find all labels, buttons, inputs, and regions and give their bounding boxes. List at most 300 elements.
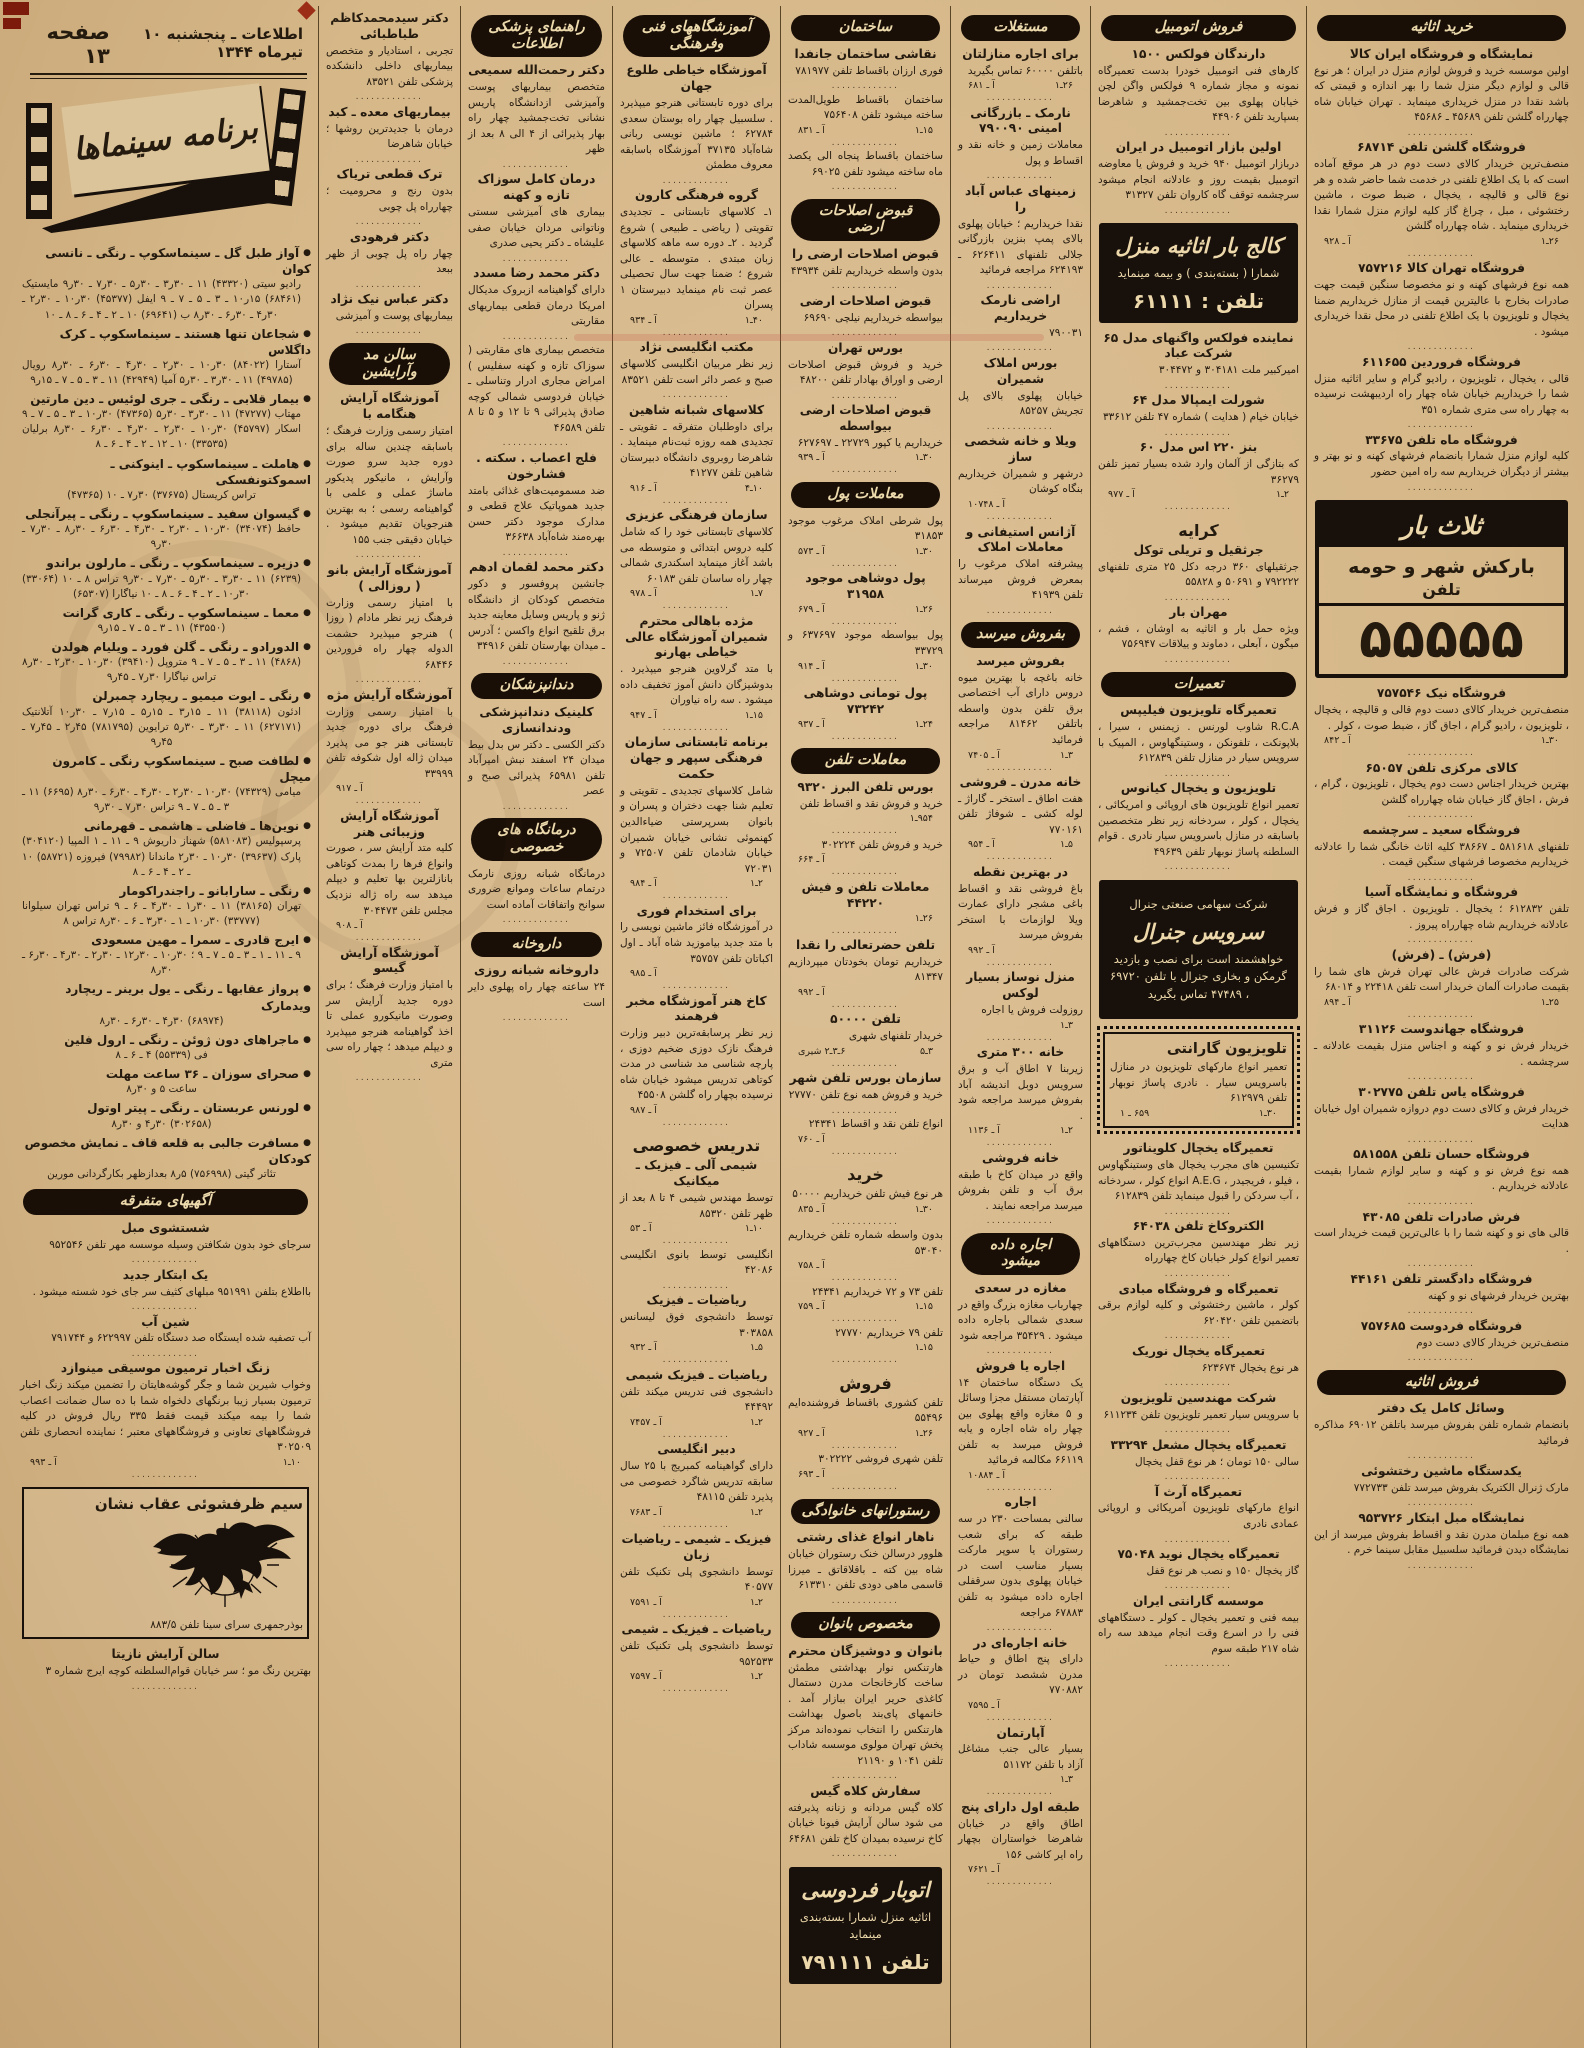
classified-ad — [620, 1368, 773, 1428]
ad-ref-num: ۲۶ـ۱ — [914, 1427, 933, 1439]
ad-ref — [788, 812, 943, 824]
ad-ref-num: ۱۵ـ۱ — [914, 124, 933, 136]
separator-dots: ............. — [1164, 1425, 1233, 1436]
ad-body: منصف‌ترین خریدار کالای دست دوم قالی و قالیچه ، یخچال ، تلویزیون ، رادیو گرام ، اجاق گاز ، ضبط صوت ، کولر . — [1314, 703, 1569, 732]
classified-ad — [958, 184, 1083, 279]
classified-ad — [788, 880, 943, 924]
ad-ref-code: آ ـ ۷۵۹۱ — [630, 1596, 662, 1608]
ad-title: دکتر رحمت‌الله سمیعی — [468, 63, 605, 78]
classified-ad — [468, 172, 605, 251]
ad-ref-code: آ ـ ۹۹۲ — [968, 944, 995, 956]
ad-ref — [788, 718, 943, 730]
separator-dots: ............. — [1407, 810, 1476, 821]
separator-dots: ............. — [1407, 1560, 1476, 1571]
ad-title: بیماریهای معده ـ کبد — [328, 104, 451, 119]
page-number: صفحه ۱۳ — [46, 20, 110, 68]
ad-title: قبوض اصلاحات ارضی — [799, 293, 932, 308]
separator-dots: ............. — [831, 558, 900, 569]
separator-dots: ............. — [1164, 380, 1233, 391]
classified-ad — [620, 1532, 773, 1608]
separator-dots: ............. — [1164, 1581, 1233, 1592]
classified-ad — [326, 11, 453, 90]
separator-dots: ............. — [831, 999, 900, 1010]
movie-title: ●رنگی ـ سارابانو ـ راجندراکومار — [119, 883, 311, 898]
separator-dots: ............. — [662, 1355, 731, 1366]
ad-title: تعمیرگاه یخچال نوید ۷۵۰۴۸ — [1117, 1547, 1280, 1562]
ad-ref-num: ۳ـ۵ — [919, 1045, 933, 1057]
classified-ad — [958, 1495, 1083, 1621]
box-title: ثلاث بار — [1319, 504, 1564, 547]
ad-title: فروشگاه فروردین ۶۱۱۶۵۵ — [1361, 354, 1522, 369]
classified-ad — [788, 1784, 943, 1847]
bullet-icon: ● — [303, 607, 311, 618]
ad-title: فروشگاه نیک ۷۵۷۵۴۶ — [1376, 686, 1507, 701]
ad-body: شرکت صادرات فرش عالی تهران فرش های شما را بقیمت صادرات آلمان خریدار است تلفن ۲۲۴۱۸ و ۶۸۰۱۴ — [1314, 965, 1569, 994]
column-amouzeshgah — [612, 6, 780, 2048]
ad-ref-code: آ ـ ۹۷۷ — [1108, 489, 1135, 501]
classified-ad — [326, 105, 453, 153]
cinema-listing — [20, 245, 311, 323]
cinema-listing — [20, 1066, 311, 1097]
ad-title: برای استخدام فوری — [636, 903, 757, 918]
separator-dots: ............. — [355, 217, 424, 228]
ad-title: آپارتمان — [996, 1725, 1045, 1740]
separator-dots: ............. — [831, 1058, 900, 1069]
ad-ref — [958, 1124, 1083, 1136]
separator-dots: ............. — [1407, 872, 1476, 883]
ad-body: جرثقیلهای ۳۶۰ درجه دکل ۲۵ متری تلفنهای ۷۹۲۲۲۲ و ۵۰۶۹۱ و ۵۵۸۲۸ — [1098, 560, 1299, 589]
classified-ad — [1314, 47, 1569, 126]
ad-title: فروشگاه ماه تلفن ۳۳۶۷۵ — [1365, 432, 1518, 447]
classified-ad — [1314, 261, 1569, 340]
classified-ad — [326, 292, 453, 324]
classified-ad — [788, 1228, 943, 1271]
ad-ref — [326, 782, 453, 794]
ad-title: فروشگاه دادگستر تلفن ۴۴۱۶۱ — [1350, 1271, 1533, 1286]
classified-ad — [1098, 1485, 1299, 1533]
ad-ref-num: ۱۵ـ۱ — [744, 709, 763, 721]
ad-ref-num: ۱۵ـ۱ — [914, 1301, 933, 1313]
movie-title: ●مسافرت جالبی به قلعه قاف ـ نمایش مخصوص کودکان — [24, 1135, 311, 1166]
separator-dots: ............. — [502, 1013, 571, 1024]
ad-ref — [620, 314, 773, 326]
ad-title: آموزشگاه آرایش بانو ( روزالی ) — [327, 562, 452, 593]
ad-ref-num: ۳ـ۱ — [1059, 1019, 1073, 1031]
classified-ad — [958, 865, 1083, 956]
section-header: فروش اثاثیه — [1317, 1370, 1566, 1396]
classified-ad — [620, 340, 773, 388]
ad-body: گاز یخچال ۱۵۰ و نصب هر نوع قفل — [1146, 1564, 1299, 1577]
ad-body: برای داوطلبان متفرقه ـ تقویتی ـ تجدیدی همه روزه ثبت‌نام مینماید . شاهرضا روبروی دانشگاه دبیرستان شاهین تلفن ۴۱۲۷۷ — [620, 420, 773, 480]
classified-ad — [468, 560, 605, 655]
classified-ad — [1314, 686, 1569, 746]
ad-body: زیر نظر مربیان انگلیسی کلاسهای صبح و عصر دائر است تلفن ۸۳۵۲۱ — [620, 358, 773, 386]
ad-ref-code: آ ـ ۹۹۳ — [30, 1456, 57, 1468]
ad-body: ویژه حمل بار و اثاثیه به اوشان ، فشم ، میگون ، آبعلی ، دماوند و ییلاقات ۷۵۶۹۴۷ — [1098, 622, 1299, 651]
ad-ref-code: آ ـ ۹۳۴ — [630, 314, 657, 326]
cinema-listing — [20, 883, 311, 929]
separator-dots: ............. — [355, 550, 424, 561]
box-line: شمارا ( بسته‌بندی ) و بیمه مینماید — [1117, 266, 1280, 281]
classified-ad — [620, 735, 773, 889]
classified-ad — [788, 628, 943, 671]
bullet-icon: ● — [303, 328, 311, 339]
classified-ad — [1314, 1210, 1569, 1258]
subsection-title: فروش — [839, 1373, 892, 1393]
ad-body: بیماریهای پوست و آمیزشی — [335, 309, 453, 322]
subsection-title: کرایه — [1178, 520, 1219, 540]
ad-ref-code: آ ـ ۸۳۱ — [798, 124, 825, 136]
section-header: آموزشگاههای فنی وفرهنگی — [623, 15, 770, 57]
classified-ad — [620, 508, 773, 599]
classified-ad — [788, 149, 943, 180]
separator-dots: ............. — [502, 801, 571, 812]
separator-dots: ............. — [1164, 1472, 1233, 1483]
movie-title: ●ماجراهای دون ژوئن ـ رنگی ـ ارول فلین — [64, 1032, 311, 1047]
classified-ad — [1314, 823, 1569, 871]
movie-title: ●لطافت صبح ـ سینماسکوپ رنگی ـ کامرون میچل — [52, 753, 311, 784]
separator-dots: ............. — [831, 1355, 900, 1366]
ad-title: در بهترین نقطه — [972, 864, 1069, 879]
ad-body: کلاسهای تابستانی خود را که شامل کلیه دروس ابتدائی و متوسطه می باشد آغاز مینماید اسکندری شمالی چهار راه ساسان تلفن ۶۰۱۸۳ — [620, 526, 773, 585]
corner-mark — [3, 2, 29, 15]
separator-dots: ............. — [1407, 935, 1476, 946]
separator-dots: ............. — [986, 280, 1055, 291]
ad-body: با متد گرلاوین هنرجو میپذیرد . بدوشیزگان دانش آموز تخفیف داده میشود . سه راه نیاوران — [620, 663, 773, 707]
separator-dots: ............. — [831, 925, 900, 936]
ad-body: روزولت فروش یا اجاره — [981, 1004, 1083, 1017]
ad-title: تعمیرگاه تلویزیون فیلیپس — [1120, 703, 1277, 718]
ad-title: دکتر محمد رضا مسدد — [473, 266, 600, 281]
ad-ref-num: ۵ـ۱ — [749, 1342, 763, 1354]
ad-title: کلینیک دندانپزشکی ودندانسازی — [479, 704, 594, 735]
classified-ad — [788, 1396, 943, 1439]
ad-ref-num: ۲۶ـ۱ — [914, 603, 933, 615]
ad-ref — [1314, 235, 1569, 247]
separator-dots: ............. — [1407, 248, 1476, 259]
ad-title: کاخ هنر آموزشگاه مخبر فرهمند — [626, 993, 767, 1024]
classified-ad — [1314, 355, 1569, 418]
ad-ref-code: آ ـ ۹۲۸ — [1324, 235, 1351, 247]
classified-ad — [1314, 1401, 1569, 1449]
separator-dots: ............. — [662, 1684, 731, 1695]
featured-ad-box — [1315, 500, 1568, 678]
separator-dots: ............. — [1164, 1331, 1233, 1342]
classified-ad — [1314, 1147, 1569, 1195]
separator-dots: ............. — [831, 1216, 900, 1227]
classified-ad — [788, 938, 943, 998]
classified-ad — [468, 705, 605, 800]
ad-title: آموزشگاه آرایش گیسو — [340, 945, 439, 976]
separator-dots: ............. — [831, 182, 900, 193]
classified-ad — [958, 775, 1083, 850]
classified-ad — [1314, 1022, 1569, 1070]
ad-title: فروشگاه یاس تلفن ۳۰۲۷۷۵ — [1358, 1084, 1525, 1099]
ad-body: بدون رنج و محرومیت ؛ چهارراه پل چوبی — [326, 185, 453, 213]
ad-ref-code: آ ـ ۹۹۲ — [798, 986, 825, 998]
cinema-listing — [20, 326, 311, 389]
ad-body: وخواب شیرین شما و جگر گوشه‌هایتان را تضمین میکند زنگ اخبار ترمیون بسیار زیبا برنگهای دلخواه شما با ده سال ضمانت اعصاب شما را بیمه میکند قیمت فقط ۳۳۵ ریال فروش در کلیه فروشگاههای تعاونی و فروشگاههای معتبر ؛ نماینده انحصاری تلفن ۳۰۲۵۰۹ — [20, 1379, 311, 1454]
separator-dots: ............. — [1407, 342, 1476, 353]
separator-dots: ............. — [986, 605, 1055, 616]
ad-ref — [788, 1133, 943, 1145]
ad-title: معاملات تلفن و فیش ۴۴۲۲۰ — [801, 879, 930, 910]
separator-dots: ............. — [1407, 1134, 1476, 1145]
ad-body: دانشجوی فنی تدریس میکند تلفن ۴۴۴۹۲ — [620, 1385, 773, 1414]
ad-body: مارک ژنرال الکتریک بفروش میرسد تلفن ۷۷۲۷۳۳ — [1353, 1481, 1569, 1494]
classified-ad — [1098, 1282, 1299, 1330]
ad-ref-num: ۳۰ـ۱ — [914, 545, 933, 557]
box-title: تلویزیون گارانتی — [1166, 1040, 1287, 1057]
section-header: مخصوص بانوان — [791, 1612, 940, 1638]
ad-ref-code: آ ـ ۱۱۳۶ — [968, 1125, 1000, 1137]
ad-body: انواع مارکهای تلویزیون آمریکائی و اروپائی عمادی نادری — [1098, 1502, 1299, 1530]
ad-body: R.C.A شاوب لورنس . زیمنس ، سیرا ، بلاپونکت ، تلفونکن ، وستینگهاوس ، المپیک با سرویس سیار در منازل تلفن ۶۱۲۸۳۹ — [1098, 721, 1299, 765]
bullet-icon: ● — [303, 1103, 311, 1114]
ad-title: بنز ۲۲۰ اس مدل ۶۰ — [1139, 440, 1258, 455]
movie-title: ●الدورادو ـ رنگی ـ گلن فورد ـ ویلیام هولدن — [51, 639, 311, 654]
ad-body: هفت اطاق ـ استخر ـ گاراژ ـ لوله کشی ـ شوفاژ تلفن ۷۷۰۱۶۱ — [958, 792, 1083, 836]
separator-dots: ............. — [831, 1595, 900, 1606]
ad-title: زمینهای عباس آباد را — [964, 183, 1077, 214]
classified-ad — [788, 47, 943, 79]
ad-ref-code: آ ـ ۷۵۹۵ — [968, 1700, 1000, 1711]
ad-title: نارمک ـ بازرگانی امینی ۷۹۰۰۹۰ — [970, 105, 1071, 136]
classified-ad — [1314, 433, 1569, 481]
masthead-rule — [30, 73, 307, 79]
ad-body: بااطلاع بتلفن ۹۵۱۹۹۱ مبلهای کثیف سر جای خود شسته میشود . — [32, 1285, 311, 1298]
ad-ref-num: ۲۵ـ۱ — [1540, 996, 1559, 1008]
separator-dots: ............. — [502, 253, 571, 264]
ad-body: تلفن ۶۱۲۸۳۲ ؛ یخچال . تلویزیون . اجاق گاز و فرش عادلانه خریداریم شاه چهارراه پیروز . — [1314, 903, 1569, 931]
bullet-icon: ● — [303, 394, 311, 405]
showtimes: مهتاب (۴۷۲۷۷) ۱۱ ـ ۳۰ر۳ ـ ۳۰ر۵ (۴۷۳۶۵) ۳۰ر۱۰ ـ ۳ ـ ۵ ـ ۷ ـ ۹ اسکار (۴۵۷۹۷) ۳۰ر۱۰ ـ ۳۰ر۲ ـ ۳۰ر۴ ـ ۳۰ر۶ ـ ۳۰ر۸ برلیان (۳۳۵۳۵) ۱۰ ـ ۱۲ ـ ۲ ـ ۴ ـ ۶ ـ ۸ — [22, 408, 302, 451]
classified-ad — [1098, 140, 1299, 203]
separator-dots: ............. — [986, 512, 1055, 522]
ad-title: تعمیرگاه یخچال مشعل ۳۳۲۹۴ — [1110, 1437, 1287, 1452]
classified-ad — [1098, 1344, 1299, 1376]
separator-dots: ............. — [662, 601, 731, 612]
classified-ad — [1314, 1464, 1569, 1496]
section-header: فروش اتومبیل — [1101, 15, 1296, 41]
classified-ad — [468, 63, 605, 158]
ad-title: فروشگاه جهاندوست ۳۱۱۲۶ — [1358, 1022, 1525, 1037]
classified-ad — [958, 1359, 1083, 1481]
ad-ref — [788, 1341, 943, 1353]
ad-ref-code: آ ـ ۶۷۹ — [798, 603, 825, 615]
ad-ref-code: آ ـ ۷۴۵۷ — [630, 1416, 662, 1428]
column-cinema — [18, 6, 318, 2048]
ad-title: قبوض اصلاحات ارضی بیواسطه — [799, 403, 932, 434]
ad-title: بفروش میرسد — [976, 653, 1065, 668]
ad-body: نقدا خریداریم ؛ خیابان پهلوی بالای پمپ بنزین بازرگانی جلالی تلفنهای ۶۲۶۴۱۱ ـ ۶۲۴۱۹۳ مراجعه فرمائید — [958, 217, 1083, 277]
box-line: اثاثیه منزل شمارا بسته‌بندی مینماید — [799, 1910, 932, 1942]
ad-body: منصف‌ترین خریدار کالای دست دوم — [1416, 1336, 1569, 1349]
ad-title: بورس تهران — [827, 340, 904, 355]
ad-body: متخصص بیماری های مقاربتی ( سوزاک تازه و کهنه سفلیس ) امراض مجاری ادرار وتناسلی ـ خیابان فردوسی شمالی کوچه صادق پذیرائی ۹ تا ۱۲ و ۵ تا ۸ تلفن ۴۶۵۸۹ — [468, 344, 606, 434]
separator-dots: ............. — [986, 343, 1055, 354]
classified-ad — [958, 434, 1083, 510]
separator-dots: ............. — [355, 279, 424, 290]
separator-dots: ............. — [986, 1216, 1055, 1227]
ad-ref-code: آ ـ ۹۳۲ — [630, 1342, 657, 1354]
separator-dots: ............. — [986, 1032, 1055, 1043]
box-line: بارکش شهر و حومه — [1348, 556, 1535, 579]
ad-body: ۲۴ ساعته چهار راه پهلوی دایر است — [468, 981, 605, 1009]
box-title: سیم ظرفشوئی عقاب نشان — [94, 1495, 303, 1514]
cinema-listing — [20, 818, 311, 879]
ad-ref — [620, 1341, 773, 1353]
ad-title: فروشگاه و نمایشگاه آسیا — [1364, 885, 1519, 900]
separator-dots: ............. — [502, 656, 571, 667]
ad-title: فروشگاه تهران کالا ۷۵۷۲۱۶ — [1358, 261, 1525, 276]
ad-body: خریداریم یا کپور ۲۲۷۲۹ ـ ۶۲۷۶۹۷ — [797, 436, 943, 449]
ad-title: تعمیرگاه یخچال نوریک — [1131, 1343, 1266, 1358]
ad-body: خرید و فروش همه نوع تلفن ۲۷۷۷۰ — [788, 1089, 943, 1102]
ad-title: تلویزیون و یخچال کیانوس — [1120, 781, 1277, 796]
movie-title: ●ایرج قادری ـ سمرا ـ مهین مسعودی — [91, 933, 311, 948]
ad-body: توسط دانشجوی پلی تکنیک تلفن ۹۵۲۵۳۳ — [620, 1640, 773, 1668]
classified-ad — [468, 451, 605, 546]
ad-ref-num: ۲ـ۱ — [749, 1506, 763, 1518]
separator-dots: ............. — [1164, 502, 1233, 513]
showtimes: (۴۳۵۵۰) ۱۱ ـ ۳ ـ ۵ ـ ۷ ـ ۱۵ر۹ — [97, 621, 226, 634]
separator-dots: ............. — [662, 495, 731, 506]
bullet-icon: ● — [303, 1137, 311, 1148]
separator-dots: ............. — [986, 762, 1055, 773]
classified-ad — [958, 47, 1083, 91]
box-line: خواهشمند است برای نصب و بازدید گرمکن و بخاری جنرال با تلفن ۶۹۷۲۰ ، ۴۷۴۸۹ تماس بگیرید — [1110, 952, 1287, 1001]
ad-title: آژانس استیفانی و معاملات املاک — [965, 524, 1076, 555]
ad-ref-num: ۲۶ـ۱ — [1054, 80, 1073, 92]
box-phone: ۵۵۵۵۵ — [1359, 607, 1524, 671]
classified-ad — [326, 946, 453, 1072]
separator-dots: ............. — [1407, 748, 1476, 759]
separator-dots: ............. — [831, 673, 900, 684]
separator-dots: ............. — [831, 1771, 900, 1782]
section-header: ساختمان — [791, 15, 940, 41]
classified-ad — [958, 1800, 1083, 1875]
ad-ref-code: آ ـ ۸۹۴ — [1324, 996, 1351, 1008]
classified-ad — [788, 294, 943, 326]
separator-dots: ............. — [1164, 1206, 1233, 1217]
cinema-listing — [20, 1135, 311, 1182]
movie-title: ●صحرای سوزان ـ ۳۶ ساعت مهلت — [105, 1067, 311, 1082]
classified-ad — [1314, 140, 1569, 247]
classified-ad — [620, 1248, 773, 1279]
separator-dots: ............. — [502, 331, 571, 342]
ad-body: با امتیاز وزارت فرهنگ ؛ برای دوره جدید آرایش سر وصورت مانیکورو عملی تا اخذ گواهینامه هنرجو میپذیرد و دیپلم میدهد ؛ چهار راه سی متری — [326, 979, 453, 1069]
ad-title: فروشگاه سعید ـ سرچشمه — [1362, 822, 1521, 837]
ad-body: انواع تلفن نقد و اقساط ۲۴۳۴۱ — [808, 1118, 943, 1131]
separator-dots: ............. — [831, 137, 900, 148]
ad-body: ۱ـ کلاسهای تابستانی ـ تجدیدی تقویتی ( ریاضی ـ طبیعی ) شروع گردید . ۲ـ دوره سه ماهه کلاسهای زبان مبتدی . متوسطه ـ عالی شروع ؛ ضمنا جهت سال تحصیلی عصر ثبت نام مینماید دبیرستان ۱ پسران — [620, 206, 773, 312]
separator-dots: ............. — [355, 933, 424, 944]
classified-ad — [326, 391, 453, 548]
ad-ref — [958, 838, 1083, 850]
ad-ref — [20, 1456, 311, 1468]
ad-body: سالنی بمساحت ۲۳۰ در سه طبقه که برای شعب رستوران یا سوپر مارکت بسیار مناسب است در خیابان پهلوی بدون سرقفلی اجاره داده میشود به تلفن ۶۷۸۸۳ مراجعه — [958, 1513, 1083, 1619]
ad-ref — [958, 1773, 1083, 1785]
ad-ref-num: ۲ـ۱ — [749, 1596, 763, 1608]
section-header: اجاره داده میشود — [961, 1233, 1080, 1275]
section-header: درمانگاه های خصوصی — [471, 818, 602, 860]
ad-title: گروه فرهنگی کارون — [635, 188, 758, 203]
ad-title: تلفن ۵۰۰۰۰ — [830, 1012, 901, 1027]
bullet-icon: ● — [303, 641, 311, 652]
ad-ref-num: ۹۵۴ـ۱ — [909, 813, 933, 825]
ad-title: دکتر فرهودی — [349, 229, 430, 244]
section-header: آگهیهای متفرقه — [23, 1189, 308, 1215]
ad-ref-code: آ ـ ۱۰۷۴۸ — [968, 499, 1005, 510]
ad-title: اجاره یا فروش — [975, 1358, 1066, 1373]
classified-ad — [1098, 1141, 1299, 1204]
ad-body: شامل کلاسهای تجدیدی ـ تقویتی و تعلیم شنا جهت دختران و پسران و بانوان بسرپرستی ضیاءالدین کهنموئی نشانی خیابان شمیران خیابان شادمان تلفن ۷۲۵۰۷ و ۷۲۰۳۱ — [620, 784, 773, 875]
showtimes: آستارا (۸۴۰۲۲) ۳۰ر۱۰ ـ ۳۰ر۲ ـ ۳۰ر۴ ـ ۳۰ر۶ ـ ۳۰ر۸ رویال (۴۹۷۸۵) ۱۱ ـ ۳۰ر۳ ـ ۳۰ر۵ آمیا (۴۲۹۴۹) ۱۱ ـ ۳ ـ ۵ ـ ۷ ـ ۱۵ر۹ — [22, 358, 301, 387]
ad-ref-num: ۲ـ۱ — [749, 1416, 763, 1428]
ad-title: خانه اجاره‌ای در — [973, 1635, 1068, 1650]
subsection-title: خرید — [847, 1165, 884, 1185]
classified-ad — [326, 809, 453, 931]
ad-body: پیشرفته املاک مرغوب را بمعرض فروش میرساند تلفن ۴۱۹۳۹ — [958, 558, 1083, 602]
ad-ref — [788, 660, 943, 672]
featured-ad-box — [22, 1487, 309, 1639]
classified-ad — [20, 1315, 311, 1347]
ad-title: فروشگاه گلشن تلفن ۶۸۷۱۴ — [1357, 140, 1526, 155]
separator-dots: ............. — [1407, 420, 1476, 431]
column-arayesh — [318, 6, 460, 2048]
ad-title: فیزیک ـ شیمی ـ ریاضیات زبان — [621, 1532, 772, 1562]
ad-ref-num: ۲ـ۱ — [1059, 1125, 1073, 1137]
separator-dots: ............. — [1407, 1259, 1476, 1270]
ad-body: بیواسطه خریداریم نیلچی ۶۹۶۹۰ — [803, 311, 943, 324]
classified-ad — [1098, 1547, 1299, 1579]
separator-dots: ............. — [986, 93, 1055, 104]
separator-dots: ............. — [986, 1346, 1055, 1357]
showtimes: ادئون (۳۸۱۱۸) ۱۱ ـ ۱۵ر۳ ـ ۱۵ر۵ ـ ۱۵ر۷ ـ ۳۰ر۱۰ آتلانتیک (۶۲۷۱۷۱) ۱۱ ـ ۳۰ر۳ ـ ۳۰ر۵ ترایوین (۷۸۱۷۹۵) ۴۵ر۲ ـ ۴۵ر۷ ـ ۴۵ر۹ — [22, 705, 302, 748]
ad-title: آموزشگاه خیاطی طلوع جهان — [626, 63, 767, 94]
separator-dots: ............. — [831, 465, 900, 476]
classified-ad — [468, 963, 605, 1011]
cinema-listing — [20, 605, 311, 636]
ad-ref-code: آ ـ ۹۴۷ — [630, 709, 657, 721]
separator-dots: ............. — [662, 722, 731, 733]
ad-ref — [958, 944, 1083, 956]
cinema-banner — [22, 87, 309, 235]
ad-ref-num: ۴۰ـ۱ — [744, 314, 763, 326]
ad-body: دارای گواهینامه کمبریج با ۲۵ سال سابقه تدریس شاگرد خصوصی می پذیرد تلفن ۴۸۱۱۵ — [620, 1460, 774, 1504]
separator-dots: ............. — [662, 891, 731, 902]
ad-body: با امتیاز رسمی وزارت فرهنگ برای دوره جدید تابستانی هنر جو می پذیرد میدان ژاله اول شکوفه تلفن ۳۳۹۹۹ — [326, 705, 453, 780]
classified-ad — [620, 1442, 773, 1517]
ad-ref — [1314, 996, 1569, 1008]
separator-dots: ............. — [131, 1302, 200, 1313]
ad-body: دارای پنج اطاق و حیاط مدرن ششصد تومان در ۷۷۰۸۸۲ — [958, 1653, 1083, 1697]
separator-dots: ............. — [1164, 768, 1233, 779]
ad-body: بهترین خریدار اجناس دست دوم یخچال ، تلویزیون ، گرام ، فرش ، اجاق گاز خیابان شاه چهارراه گلشن — [1314, 778, 1569, 806]
separator-dots: ............. — [831, 1482, 900, 1493]
classified-ad — [788, 686, 943, 730]
separator-dots: ............. — [986, 1787, 1055, 1798]
ad-ref-code: آ ـ ۷۶۸۳ — [630, 1506, 662, 1518]
ad-body: دربازار اتومبیل ۹۴۰ خرید و فروش یا معاوضه اتومبیل بقیمت روز و عادلانه انجام میشود سرچشمه توقف گاه کاروان تلفن ۳۱۳۲۷ — [1098, 158, 1299, 202]
bullet-icon: ● — [303, 885, 311, 896]
separator-dots: ............. — [662, 1609, 731, 1620]
ad-body: خرید و فروش قبوض اصلاحات ارضی و اوراق بهادار تلفن ۴۸۲۰۰ — [788, 358, 943, 387]
ad-title: فرش صادرات تلفن ۴۳۰۸۵ — [1362, 1209, 1521, 1224]
ad-ref — [958, 79, 1083, 91]
ad-ref-num: ۳۰ـ۱ — [1258, 1108, 1277, 1120]
